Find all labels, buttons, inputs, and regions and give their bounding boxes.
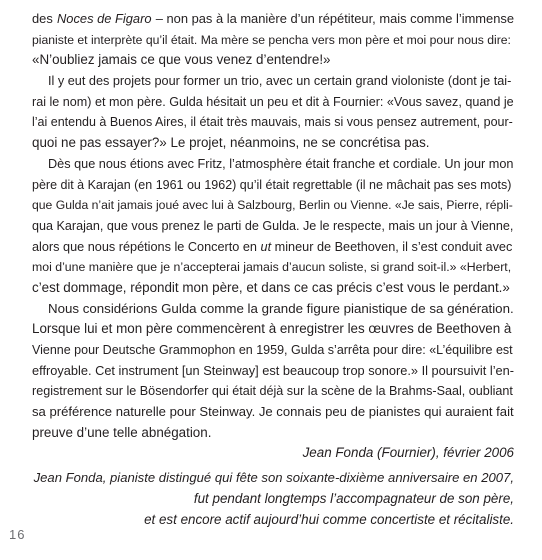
text-line: quoi ne pas essayer?» Le projet, néanmoins, ne se concrétisa pas. [32, 135, 430, 151]
text-line: registrement sur le Bösendorfer qui était déjà sur la scène de la Brahms-Saal, oubliant [32, 384, 513, 399]
biography-line: fut pendant longtemps l’accompagnateur de son père, [193, 490, 514, 506]
text-line: Dès que nous étions avec Fritz, l’atmosphère était franche et cordiale. Un jour mon [48, 156, 514, 171]
text-line: c’est dommage, répondit mon père, et dans ce cas précis c’est vous le perdant.» [32, 279, 510, 295]
text-line: «N’oubliez jamais ce que vous venez d’entendre!» [32, 52, 331, 68]
biography-line: et est encore actif aujourd’hui comme concertiste et récitaliste. [144, 511, 514, 527]
text-line: preuve d’une telle abnégation. [32, 424, 212, 440]
page-number: 16 [9, 527, 26, 542]
text-line: alors que nous répétions le Concerto en ut mineur de Beethoven, il s’est conduit avec [32, 239, 513, 254]
text-line: sa préférence naturelle pour Steinway. Je connais peu de pianistes qui auraient fait [32, 404, 514, 420]
biography-line: Jean Fonda, pianiste distingué qui fête son soixante-dixième anniversaire en 2007, [33, 470, 514, 486]
text-line: l’ai entendu à Buenos Aires, il était très mauvais, mais si vous pensez autrement, pour- [32, 115, 513, 130]
text-line: Il y eut des projets pour former un trio, avec un certain grand violoniste (dont je tai- [48, 74, 512, 89]
body-text [32, 9, 514, 530]
text-line: pianiste et interprète qu’il était. Ma mère se pencha vers mon père et moi pour nous dire: [32, 32, 511, 47]
text-line: père dit à Karajan (en 1961 ou 1962) qu’il était regrettable (il ne mâchait pas ses mots) [32, 177, 512, 192]
text-line: Lorsque lui et mon père commencèrent à enregistrer les œuvres de Beethoven à [32, 321, 512, 337]
signature: Jean Fonda (Fournier), février 2006 [302, 445, 514, 461]
text-line: Nous considérions Gulda comme la grande figure pianistique de sa génération. [48, 300, 514, 316]
text-line: effroyable. Cet instrument [un Steinway] est beaucoup trop sonore.» Il poursuivit l’en- [32, 362, 515, 378]
text-line: Vienne pour Deutsche Grammophon en 1959, Gulda s’arrêta pour dire: «L’équilibre est [32, 343, 513, 357]
text-line: que Gulda n’ait jamais joué avec lui à Salzbourg, Berlin ou Vienne. «Je sais, Pierre, répli- [32, 198, 513, 213]
text-line: des Noces de Figaro – non pas à la manière d’un répétiteur, mais comme l’immense [32, 11, 514, 26]
text-line: rai le nom) et mon père. Gulda hésitait un peu et dit à Fournier: «Vous savez, quand je [32, 94, 514, 109]
text-line: moi d’une manière que je n’accepterai jamais d’aucun soliste, si grand soit-il.» «Herbert, [32, 260, 512, 275]
text-line: qua Karajan, que vous prenez le parti de Gulda. Je le respecte, mais un jour à Vienne, [32, 218, 514, 233]
